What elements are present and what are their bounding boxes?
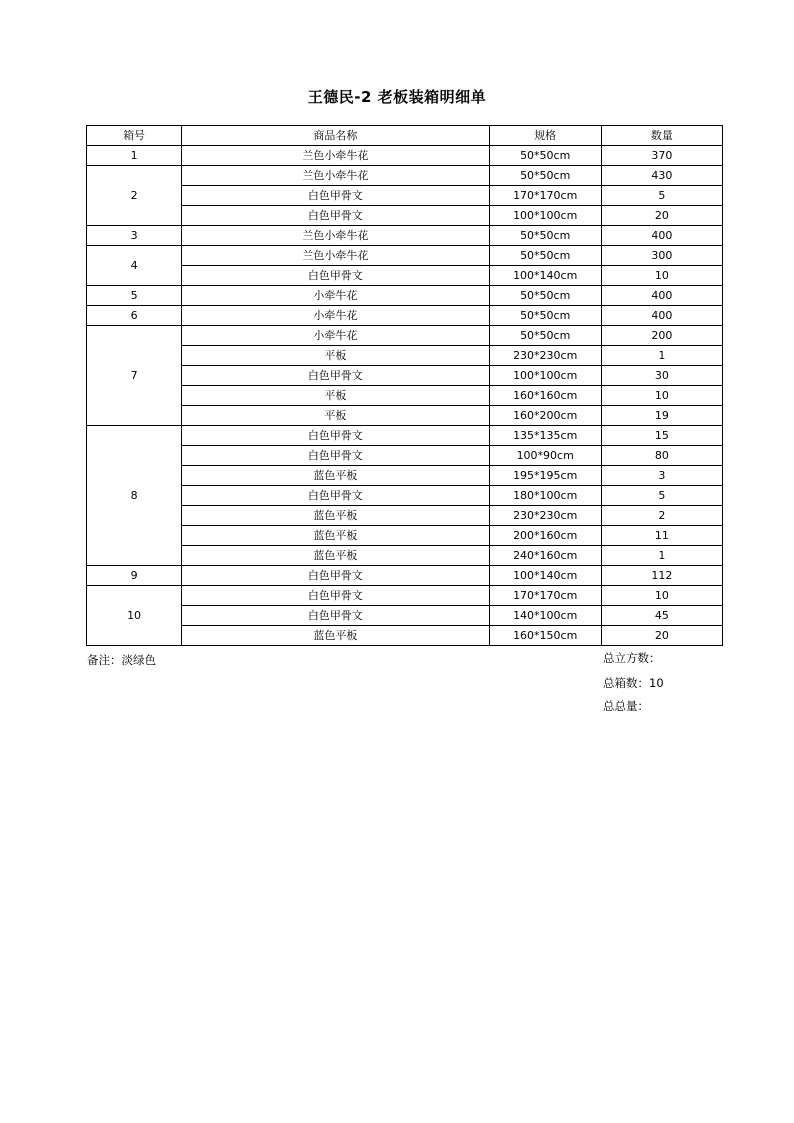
table-row <box>87 526 723 546</box>
quantity-cell: 45 <box>601 606 722 626</box>
table-row <box>87 606 723 626</box>
specification-cell: 50*50cm <box>489 146 601 166</box>
table-row <box>87 186 723 206</box>
product-name-cell: 白色甲骨文 <box>182 186 489 206</box>
quantity-cell: 15 <box>601 426 722 446</box>
product-name-cell: 平板 <box>182 406 489 426</box>
quantity-cell: 400 <box>601 286 722 306</box>
total-volume-label: 总立方数： <box>603 651 661 665</box>
box-number-cell: 3 <box>87 226 182 246</box>
specification-cell: 160*160cm <box>489 386 601 406</box>
specification-cell: 100*100cm <box>489 206 601 226</box>
quantity-cell: 1 <box>601 546 722 566</box>
product-name-cell: 兰色小牵牛花 <box>182 146 489 166</box>
product-name-cell: 白色甲骨文 <box>182 366 489 386</box>
specification-cell: 100*100cm <box>489 366 601 386</box>
quantity-cell: 2 <box>601 506 722 526</box>
product-name-cell: 平板 <box>182 386 489 406</box>
specification-cell: 230*230cm <box>489 346 601 366</box>
specification-cell: 135*135cm <box>489 426 601 446</box>
quantity-cell: 112 <box>601 566 722 586</box>
packing-list-table <box>86 125 723 646</box>
specification-cell: 50*50cm <box>489 326 601 346</box>
header-quantity: 数量 <box>601 126 722 146</box>
box-number-cell: 4 <box>87 246 182 286</box>
quantity-cell: 3 <box>601 466 722 486</box>
box-number-cell: 1 <box>87 146 182 166</box>
specification-cell: 160*150cm <box>489 626 601 646</box>
product-name-cell: 白色甲骨文 <box>182 266 489 286</box>
box-number-cell: 9 <box>87 566 182 586</box>
quantity-cell: 400 <box>601 306 722 326</box>
product-name-cell: 蓝色平板 <box>182 626 489 646</box>
total-weight-label: 总总量： <box>603 699 649 713</box>
table-row <box>87 306 723 326</box>
header-box-number: 箱号 <box>87 126 182 146</box>
header-product-name: 商品名称 <box>182 126 489 146</box>
product-name-cell: 小牵牛花 <box>182 306 489 326</box>
table-row <box>87 266 723 286</box>
box-number-cell: 2 <box>87 166 182 226</box>
product-name-cell: 白色甲骨文 <box>182 606 489 626</box>
product-name-cell: 蓝色平板 <box>182 546 489 566</box>
total-boxes-label: 总箱数：10 <box>603 676 664 690</box>
table-row <box>87 366 723 386</box>
quantity-cell: 5 <box>601 486 722 506</box>
table-row <box>87 626 723 646</box>
specification-cell: 180*100cm <box>489 486 601 506</box>
quantity-cell: 400 <box>601 226 722 246</box>
product-name-cell: 兰色小牵牛花 <box>182 246 489 266</box>
quantity-cell: 430 <box>601 166 722 186</box>
product-name-cell: 兰色小牵牛花 <box>182 226 489 246</box>
box-number-cell: 7 <box>87 326 182 426</box>
quantity-cell: 10 <box>601 586 722 606</box>
table-header-row <box>87 126 723 146</box>
table-row <box>87 206 723 226</box>
quantity-cell: 20 <box>601 206 722 226</box>
table-row <box>87 566 723 586</box>
quantity-cell: 20 <box>601 626 722 646</box>
table-row <box>87 146 723 166</box>
table-row <box>87 246 723 266</box>
specification-cell: 100*90cm <box>489 446 601 466</box>
quantity-cell: 30 <box>601 366 722 386</box>
table-row <box>87 286 723 306</box>
table-body <box>87 146 723 646</box>
table-row <box>87 326 723 346</box>
remark-note: 备注：淡绿色 <box>87 653 156 667</box>
specification-cell: 170*170cm <box>489 586 601 606</box>
table-row <box>87 346 723 366</box>
table-row <box>87 226 723 246</box>
product-name-cell: 白色甲骨文 <box>182 586 489 606</box>
document-title: 王德民-2 老板装箱明细单 <box>307 88 487 106</box>
product-name-cell: 小牵牛花 <box>182 326 489 346</box>
specification-cell: 170*170cm <box>489 186 601 206</box>
box-number-cell: 10 <box>87 586 182 646</box>
table-row <box>87 386 723 406</box>
specification-cell: 240*160cm <box>489 546 601 566</box>
box-number-cell: 8 <box>87 426 182 566</box>
quantity-cell: 370 <box>601 146 722 166</box>
quantity-cell: 300 <box>601 246 722 266</box>
product-name-cell: 白色甲骨文 <box>182 426 489 446</box>
product-name-cell: 蓝色平板 <box>182 466 489 486</box>
quantity-cell: 5 <box>601 186 722 206</box>
quantity-cell: 80 <box>601 446 722 466</box>
specification-cell: 100*140cm <box>489 266 601 286</box>
specification-cell: 195*195cm <box>489 466 601 486</box>
specification-cell: 200*160cm <box>489 526 601 546</box>
product-name-cell: 平板 <box>182 346 489 366</box>
quantity-cell: 1 <box>601 346 722 366</box>
table-row <box>87 166 723 186</box>
table-row <box>87 546 723 566</box>
quantity-cell: 11 <box>601 526 722 546</box>
product-name-cell: 白色甲骨文 <box>182 486 489 506</box>
specification-cell: 230*230cm <box>489 506 601 526</box>
product-name-cell: 白色甲骨文 <box>182 446 489 466</box>
quantity-cell: 19 <box>601 406 722 426</box>
quantity-cell: 200 <box>601 326 722 346</box>
specification-cell: 160*200cm <box>489 406 601 426</box>
box-number-cell: 5 <box>87 286 182 306</box>
product-name-cell: 蓝色平板 <box>182 526 489 546</box>
table-row <box>87 586 723 606</box>
table-row <box>87 406 723 426</box>
table-row <box>87 446 723 466</box>
specification-cell: 50*50cm <box>489 306 601 326</box>
table-row <box>87 466 723 486</box>
product-name-cell: 兰色小牵牛花 <box>182 166 489 186</box>
product-name-cell: 白色甲骨文 <box>182 566 489 586</box>
table-row <box>87 506 723 526</box>
specification-cell: 140*100cm <box>489 606 601 626</box>
product-name-cell: 小牵牛花 <box>182 286 489 306</box>
specification-cell: 50*50cm <box>489 246 601 266</box>
box-number-cell: 6 <box>87 306 182 326</box>
specification-cell: 50*50cm <box>489 166 601 186</box>
table-row <box>87 486 723 506</box>
quantity-cell: 10 <box>601 386 722 406</box>
table-row <box>87 426 723 446</box>
specification-cell: 50*50cm <box>489 226 601 246</box>
specification-cell: 100*140cm <box>489 566 601 586</box>
product-name-cell: 白色甲骨文 <box>182 206 489 226</box>
quantity-cell: 10 <box>601 266 722 286</box>
product-name-cell: 蓝色平板 <box>182 506 489 526</box>
header-specification: 规格 <box>489 126 601 146</box>
specification-cell: 50*50cm <box>489 286 601 306</box>
